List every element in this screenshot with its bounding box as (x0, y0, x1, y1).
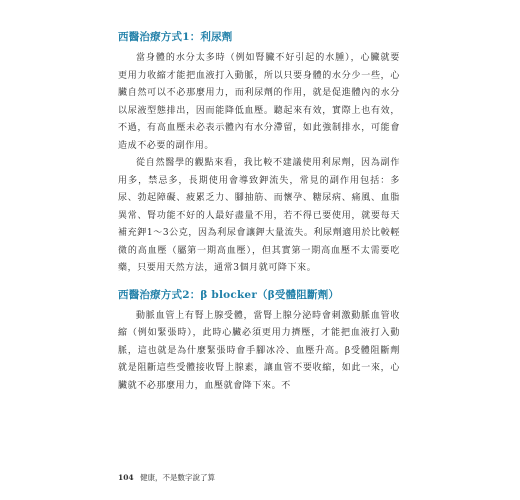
book-title: 健康，不是數字說了算 (140, 473, 216, 482)
section-heading-diuretic: 西醫治療方式1：利尿劑 (118, 31, 233, 43)
paragraph-beta-blocker-1: 動脈血管上有腎上腺受體，當腎上腺分泌時會刺激動脈血管收縮（例如緊張時），此時心臟必須更用力擠壓，才能把血液打入動脈，這也就是為什麼緊張時會手腳冰冷、血壓升高。β受體阻斷劑就是阻斷這些受體接收腎上腺素，讓血管不要收縮，如此一來，心臟就不必那麼用力，血壓就會降下來。不 (118, 310, 400, 391)
page-footer (118, 472, 215, 483)
paragraph-diuretic-2: 從自然醫學的觀點來看，我比較不建議使用利尿劑，因為副作用多，禁忌多，長期使用會導致鉀流失，常見的副作用包括：多尿、勃起障礙、疲累乏力、腳抽筋、而懷孕、糖尿病、痛風、血脂異常、腎功能不好的人最好盡量不用，若不得已要使用，就要每天補充鉀1〜3公克，因為利尿會讓鉀大量流失。利尿劑適用於比較輕微的高血壓（屬第一期高血壓），但其實第一期高血壓不太需要吃藥，只要用天然方法，通常3個月就可降下來。 (118, 158, 400, 273)
page-number: 104 (118, 473, 134, 482)
paragraph-diuretic-1: 當身體的水分太多時（例如腎臟不好引起的水腫），心臟就要更用力收縮才能把血液打入動脈，所以只要身體的水分少一些，心臟自然可以不必那麼用力，而利尿劑的作用，就是促進體內的水分以尿液型態排出，因而能降低血壓。聽起來有效，實際上也有效，不過，有高血壓未必表示體內有水分滯留，如此強制排水，可能會造成不必要的副作用。 (118, 53, 400, 151)
page-body (118, 30, 400, 395)
section-heading-beta-blocker: 西醫治療方式2：β blocker（β受體阻斷劑） (118, 288, 340, 301)
